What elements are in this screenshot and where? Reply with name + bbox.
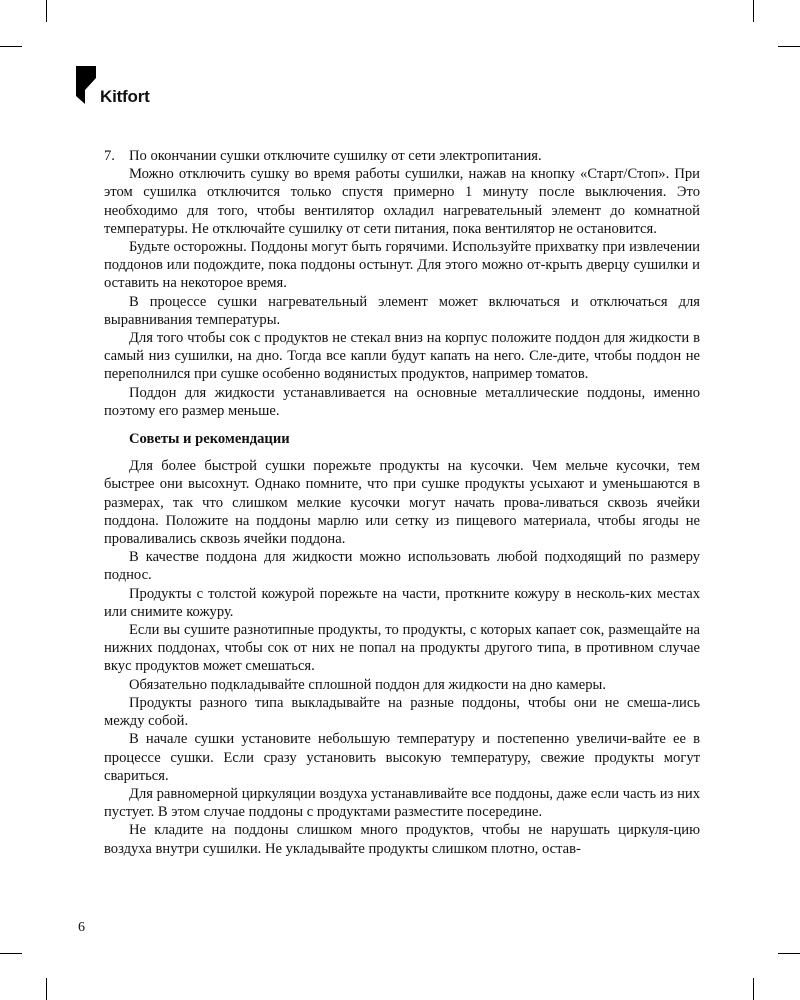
crop-mark xyxy=(46,978,47,1000)
paragraph: Если вы сушите разнотипные продукты, то продукты, с которых капает сок, размещайте на нижних поддонах, чтобы сок от них не попал на продукты другого типа, в противном случае вкус продуктов может смешаться. xyxy=(104,622,700,675)
paragraph: Продукты разного типа выкладывайте на разные поддоны, чтобы они не смеша-лись между собой. xyxy=(104,694,700,730)
paragraph: В начале сушки установите небольшую температуру и постепенно увеличи-вайте ее в процессе сушки. Если сразу установить высокую температуру, свежие продукты могут свариться. xyxy=(104,731,700,784)
paragraph: Продукты с толстой кожурой порежьте на части, проткните кожуру в несколь-ких местах или снимите кожуру. xyxy=(104,585,700,620)
crop-mark xyxy=(778,46,800,47)
brand-name: Kitfort xyxy=(100,87,150,106)
paragraph: Для того чтобы сок с продуктов не стекал вниз на корпус положите поддон для жидкости в самый низ сушилки, на дно. Тогда все капли будут капать на него. Сле-дите, чтобы поддон не переполнился при сушке особенно водянистых продуктов, например томатов. xyxy=(104,330,700,383)
crop-mark xyxy=(753,0,754,22)
crop-mark xyxy=(0,953,22,954)
list-item xyxy=(104,147,700,165)
paragraph: Для равномерной циркуляции воздуха устанавливайте все поддоны, даже если часть из них пустует. В этом случае поддоны с продуктами разместите посередине. xyxy=(104,785,700,821)
document-body xyxy=(104,147,700,858)
paragraph: В процессе сушки нагревательный элемент может включаться и отключаться для выравнивания температуры. xyxy=(104,293,700,328)
crop-mark xyxy=(0,46,22,47)
paragraph: Можно отключить сушку во время работы сушилки, нажав на кнопку «Старт/Стоп». При этом сушилка отключится только спустя примерно 1 минуту после выключения. Это необходимо для того, чтобы вентилятор охладил нагревательный элемент до комнатной температуры. Не отключайте сушилку от сети питания, пока вентилятор не остановится. xyxy=(104,166,700,237)
paragraph: Поддон для жидкости устанавливается на основные металлические поддоны, именно поэтому его размер меньше. xyxy=(104,384,700,419)
paragraph: Для более быстрой сушки порежьте продукты на кусочки. Чем мельче кусочки, тем быстрее они высохнут. Однако помните, что при сушке продукты усыхают и уменьшаются в размерах, так что слишком мелкие кусочки могут начать прова-ливаться сквозь ячейки поддона. Положите на поддоны марлю или сетку из пищевого материала, чтобы ягоды не проваливались сквозь ячейки поддона. xyxy=(104,458,700,548)
list-item-text: По окончании сушки отключите сушилку от сети электропитания. xyxy=(129,148,542,164)
paragraph: В качестве поддона для жидкости можно использовать любой подходящий по размеру поднос. xyxy=(104,549,700,584)
crop-mark xyxy=(46,0,47,22)
page-number: 6 xyxy=(78,920,85,935)
brand-logo xyxy=(76,66,150,106)
crop-mark xyxy=(753,978,754,1000)
crop-mark xyxy=(778,953,800,954)
paragraph: Обязательно подкладывайте сплошной поддон для жидкости на дно камеры. xyxy=(129,676,607,693)
kitfort-logo-icon xyxy=(76,66,98,106)
list-item-number: 7. xyxy=(104,148,115,164)
section-heading: Советы и рекомендации xyxy=(129,431,290,448)
paragraph: Не кладите на поддоны слишком много продуктов, чтобы не нарушать циркуля-цию воздуха внутри сушилки. Не укладывайте продукты слишком плотно, остав- xyxy=(104,822,700,857)
paragraph: Будьте осторожны. Поддоны могут быть горячими. Используйте прихватку при извлечении поддонов или подождите, пока поддоны остынут. Для этого можно от-крыть дверцу сушилки и оставить на некоторое время. xyxy=(104,239,700,292)
